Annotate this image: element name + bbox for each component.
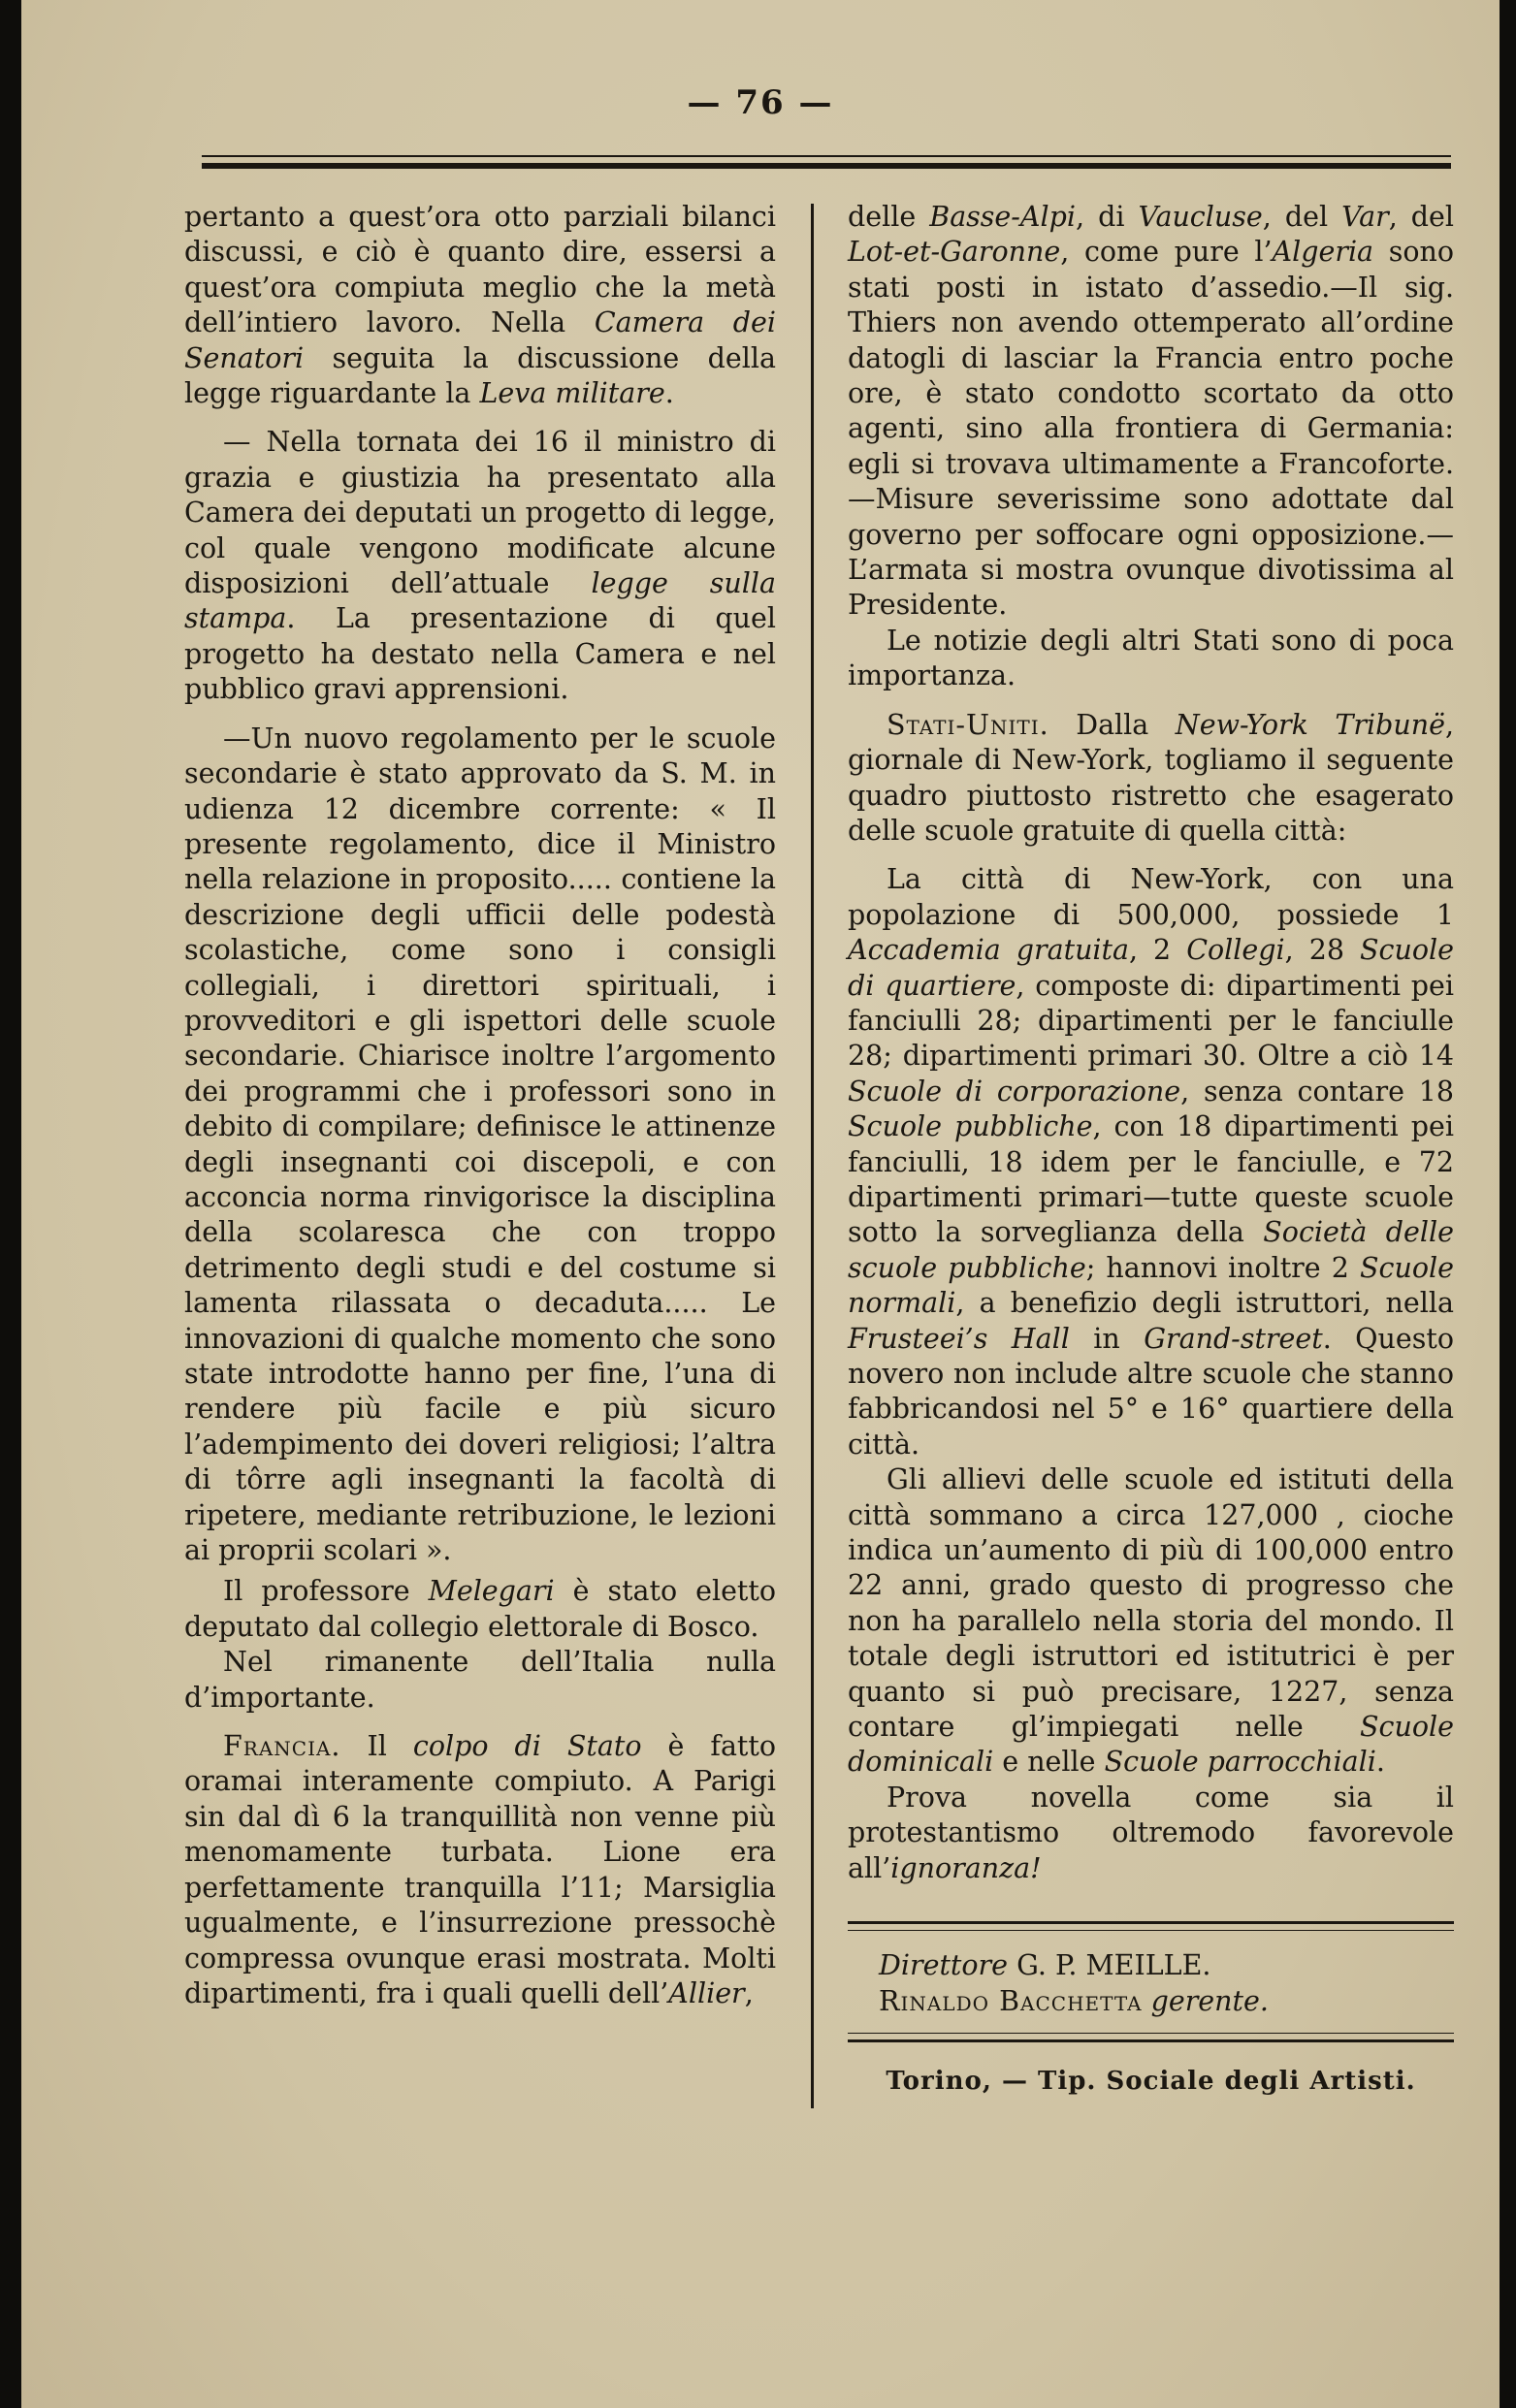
right-paragraph-2: Le notizie degli altri Stati sono di poca importanza. bbox=[848, 624, 1454, 692]
right-paragraph-5: Gli allievi delle scuole ed istituti della città sommano a circa 127,000 , cioche indica un’aumento di più di 100,000 entro 22 anni, grado questo di progresso che non ha parallelo nella storia del mondo. Il totale degli istruttori ed istitutrici è per quanto si può precisare, 1227, senza contare gl’impiegati nelle Scuole dominicali e nelle Scuole parrocchiali. bbox=[848, 1463, 1454, 1779]
right-paragraph-4: La città di New-York, con una popolazione di 500,000, possiede 1 Accademia gratuita, 2 Collegi, 28 Scuole di quartiere, composte di: dipartimenti pei fanciulli 28; dipartimenti per le fanciulle 28; dipartimenti primari 30. Oltre a ciò 14 Scuole di corporazione, senza contare 18 Scuole pubbliche, con 18 dipartimenti pei fanciulli, 18 idem per le fanciulle, e 72 dipartimenti primari—tutte queste scuole sotto la sorveglianza della Società delle scuole pubbliche; hannovi inoltre 2 Scuole normali, a benefizio degli istruttori, nella Frusteei’s Hall in Grand-street. Questo novero non include altre scuole che stanno fabbricandosi nel 5° e 16° quartiere della città. bbox=[848, 863, 1455, 1461]
right-column bbox=[848, 200, 1454, 2099]
left-paragraph-5: Nel rimanente dell’Italia nulla d’importante. bbox=[184, 1646, 776, 1714]
section-heading-francia: Francia. bbox=[223, 1730, 341, 1763]
newspaper-page bbox=[21, 0, 1500, 2408]
section-heading-stati-uniti: Stati-Uniti. bbox=[887, 708, 1049, 741]
header-rule bbox=[202, 155, 1451, 169]
printer-credit: Torino, — Tip. Sociale degli Artisti. bbox=[886, 2066, 1416, 2096]
left-paragraph-3: —Un nuovo regolamento per le scuole secondarie è stato approvato da S. M. in udienza 12 dicembre corrente: « Il presente regolamento, dice il Ministro nella relazione in proposito..... contiene la descrizione degli ufficii delle podestà scolastiche, come sono i consigli collegiali, i direttori spirituali, i provveditori e gli ispettori delle scuole secondarie. Chiarisce inoltre l’argomento dei programmi che i professori sono in debito di compilare; definisce le attinenze degli insegnanti coi discepoli, e con acconcia norma rinvigorisce la disciplina della scolaresca che con troppo detrimento degli studi e del costume si lamenta rilassata o decaduta..... Le innovazioni di qualche momento che sono state introdotte hanno per fine, l’una di rendere più facile e più sicuro l’adempimento dei doveri religiosi; l’altra di tôrre agli insegnanti la facoltà di ripetere, mediante retribuzione, le lezioni ai proprii scolari ». bbox=[184, 722, 776, 1567]
column-divider bbox=[811, 204, 814, 2108]
director-line: Direttore G. P. MEILLE. bbox=[879, 1949, 1211, 1982]
left-paragraph-6: Francia. Il colpo di Stato è fatto oramai interamente compiuto. A Parigi sin dal dì 6 la tranquillità non venne più menomamente turbata. Lione era perfettamente tranquilla l’11; Marsiglia ugualmente, e l’insurrezione pressochè compressa ovunque erasi mostrata. Molti dipartimenti, fra i quali quelli dell’Allier, bbox=[184, 1730, 776, 2009]
manager-line: Rinaldo Bacchetta gerente. bbox=[879, 1984, 1269, 2017]
page-number: — 76 — bbox=[687, 83, 834, 122]
left-paragraph-1: pertanto a quest’ora otto parziali bilanci discussi, e ciò è quanto dire, essersi a quest’ora compiuta meglio che la metà dell’intiero lavoro. Nella Camera dei Senatori seguita la discussione della legge riguardante la Leva militare. bbox=[184, 201, 777, 410]
printer-rule bbox=[848, 2033, 1454, 2042]
right-paragraph-6: Prova novella come sia il protestantismo oltremodo favorevole all’ignoranza! bbox=[848, 1781, 1454, 1884]
left-paragraph-2: — Nella tornata dei 16 il ministro di grazia e giustizia ha presentato alla Camera dei deputati un progetto di legge, col quale vengono modificate alcune disposizioni dell’attuale legge sulla stampa. La presentazione di quel progetto ha destato nella Camera e nel pubblico gravi apprensioni. bbox=[184, 426, 776, 706]
right-paragraph-1: delle Basse-Alpi, di Vaucluse, del Var, del Lot-et-Garonne, come pure l’Algeria sono stati posti in istato d’assedio.—Il sig. Thiers non avendo ottemperato all’ordine datogli di lasciar la Francia entro poche ore, è stato condotto scortato da otto agenti, sino alla frontiera di Germania: egli si trovava ultimamente a Francoforte.—Misure severissime sono adottate dal governo per soffocare ogni opposizione.—L’armata si mostra ovunque divotissima al Presidente. bbox=[848, 201, 1455, 622]
signature-rule bbox=[848, 1921, 1454, 1931]
left-paragraph-4: Il professore Melegari è stato eletto deputato dal collegio elettorale di Bosco. bbox=[184, 1575, 776, 1643]
right-paragraph-3: Stati-Uniti. Dalla New-York Tribunë, giornale di New-York, togliamo il seguente quadro piuttosto ristretto che esagerato delle scuole gratuite di quella città: bbox=[848, 708, 1454, 847]
left-column bbox=[184, 200, 776, 2011]
